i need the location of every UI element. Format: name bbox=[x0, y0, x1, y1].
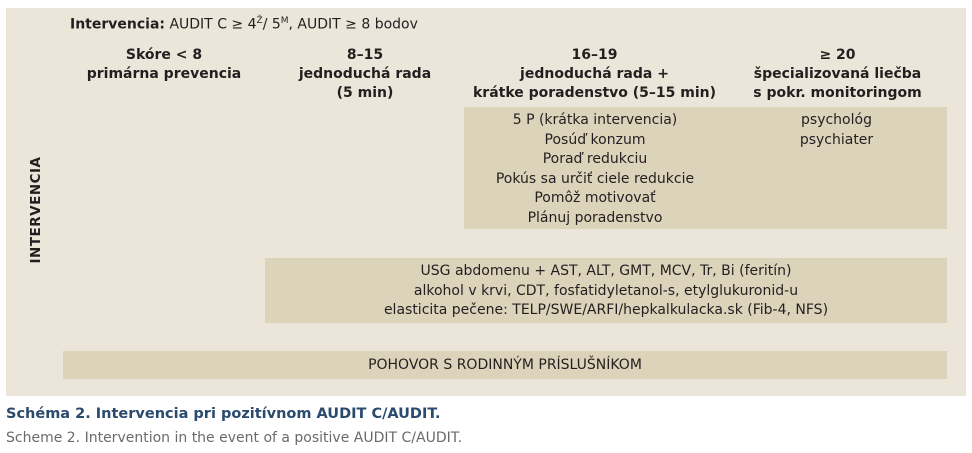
column-score-8-15 bbox=[265, 46, 465, 103]
column-16-19-line1: 16–19 bbox=[571, 47, 618, 63]
column-score-low-line2: primárna prevencia bbox=[86, 66, 242, 82]
header-sup-m: M bbox=[280, 16, 289, 26]
header-criteria bbox=[70, 16, 418, 33]
family-interview-box bbox=[63, 351, 947, 379]
column-20-line3: s pokr. monitoringom bbox=[753, 85, 922, 101]
specialist-item: psychiater bbox=[799, 131, 874, 148]
column-8-15-line2: jednoduchá rada bbox=[298, 66, 432, 82]
header-text: AUDIT C ≥ 4 bbox=[169, 16, 257, 33]
five-p-item: Plánuj poradenstvo bbox=[527, 209, 663, 226]
specialist-item: psychológ bbox=[801, 112, 872, 128]
five-p-item: Posúď konzum bbox=[544, 131, 646, 148]
lab-tests-box bbox=[265, 258, 947, 323]
header-label: Intervencia: bbox=[70, 16, 165, 33]
family-interview-text: POHOVOR S RODINNÝM PRÍSLUŠNÍKOM bbox=[368, 357, 642, 373]
caption-slovak: Schéma 2. Intervencia pri pozitívnom AUDIT C/AUDIT. bbox=[6, 406, 441, 422]
brief-intervention-box bbox=[464, 107, 947, 229]
column-20-line1: ≥ 20 bbox=[819, 47, 856, 63]
column-16-19-line2: jednoduchá rada + bbox=[520, 66, 669, 82]
specialists-list bbox=[726, 111, 947, 150]
column-score-16-19 bbox=[462, 46, 727, 103]
side-label-intervencia: INTERVENCIA bbox=[28, 156, 44, 264]
column-20-line2: špecializovaná liečba bbox=[753, 66, 922, 82]
tests-line: USG abdomenu + AST, ALT, GMT, MCV, Tr, Bi (feritín) bbox=[420, 263, 792, 279]
caption-english: Scheme 2. Intervention in the event of a positive AUDIT C/AUDIT. bbox=[6, 430, 463, 446]
column-8-15-line1: 8–15 bbox=[346, 47, 384, 63]
five-p-list bbox=[464, 111, 726, 228]
header-mid: / 5 bbox=[262, 16, 281, 33]
five-p-item: Poraď redukciu bbox=[542, 151, 648, 167]
column-16-19-line3: krátke poradenstvo (5–15 min) bbox=[472, 85, 717, 101]
five-p-item: Pomôž motivovať bbox=[534, 190, 656, 206]
column-8-15-line3: (5 min) bbox=[336, 85, 394, 101]
five-p-item: Pokús sa určiť ciele redukcie bbox=[495, 170, 695, 187]
header-end: , AUDIT ≥ 8 bodov bbox=[288, 16, 418, 33]
column-score-low bbox=[64, 46, 264, 84]
tests-line: alkohol v krvi, CDT, fosfatidyletanol-s, etylglukuronid-u bbox=[413, 282, 799, 299]
tests-line: elasticita pečene: TELP/SWE/ARFI/hepkalkulacka.sk (Fib-4, NFS) bbox=[383, 302, 829, 318]
five-p-item: 5 P (krátka intervencia) bbox=[512, 112, 678, 128]
column-score-low-line1: Skóre < 8 bbox=[125, 47, 203, 63]
header-sup-z: Ž bbox=[256, 16, 263, 26]
column-score-20-plus bbox=[730, 46, 945, 103]
